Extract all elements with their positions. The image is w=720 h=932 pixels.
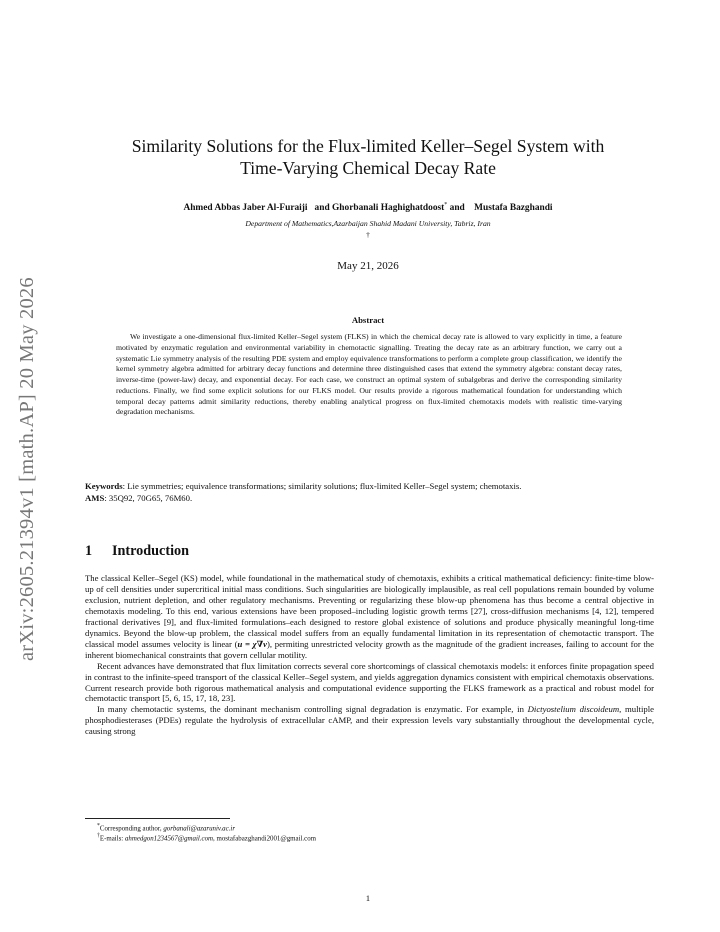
paragraph-text: The classical Keller–Segel (KS) model, while foundational in the mathematical study of chemotaxis, exhibits a critical mathematical deficiency: finite-time blow-up of cell densities under supercritical initial mass conditions. Such singularities are biologically implausible, as real cell populations remain bounded by volume exclusion, nutrient depletion, and other regulatory mechanisms. Preventing or regularizing these blow-up phenomena has thus become a central objective in chemotaxis modeling. To this end, various extensions have been proposed–including logistic growth terms [27], cross-diffusion mechanisms [4, 12], tempered fractional derivatives [9], and flux-limited formulations–each designed to restore global existence of solutions and produce physically meaningful long-time dynamics. Beyond the blow-up problem, the classical model suffers from an equally fundamental limitation in its representation of chemotactic transport. The classical model assumes velocity is linear ( (85, 573, 654, 649)
section-title: Introduction (112, 543, 189, 559)
keywords-text: : Lie symmetries; equivalence transformations; similarity solutions; flux-limited Keller–Segel system; chemotaxis. (122, 481, 522, 491)
paragraph-text: , multiple phosphodiesterases (PDEs) regulate the hydrolysis of extracellular cAMP, and their expression levels vary substantially throughout the developmental cycle, causing strong (85, 704, 654, 737)
paragraph (85, 704, 654, 737)
affiliation-dagger: † (366, 230, 370, 239)
species-name: Dictyostelium discoideum (527, 704, 620, 715)
page-number: 1 (365, 893, 371, 903)
footnote-mark: † (97, 833, 100, 839)
footnote-rule (85, 818, 230, 819)
keywords-line (85, 481, 654, 493)
footnote-text: Corresponding author, (99, 825, 164, 833)
abstract-heading: Abstract (351, 315, 385, 325)
section-number: 1 (85, 543, 93, 559)
author-conjunction: and (314, 203, 330, 214)
section-heading (85, 543, 189, 560)
paragraph: Recent advances have demonstrated that flux limitation corrects several core shortcomings of classical chemotaxis models: it enforces finite propagation speed in contrast to the infinite-speed transport of the classical Keller–Segel system, and yields aggregation dynamics consistent with empirical chemotaxis observations. Current research provide both rigorous mathematical analysis and computational evidence supporting the FLKS framework as a practical and robust model for chemotactic transport [5, 6, 15, 17, 18, 23]. (85, 660, 654, 704)
abstract-text: We investigate a one-dimensional flux-limited Keller–Segel system (FLKS) in which the chemical decay rate is allowed to vary explicitly in time, a feature motivated by enzymatic regulation and environmental variability in chemotactic signalling. Treating the decay rate as an arbitrary function, we carry out a systematic Lie symmetry analysis of the resulting PDE system and employ equivalence transformations to perform a complete group classification, we identify the kernel symmetry algebra admitted for arbitrary decay functions and determine three distinguished cases that extend the symmetry algebra: constant decay rates, inverse-time (power-law) decay, and exponential decay. For each case, we construct an optimal system of subalgebras and derive the corresponding similarity reductions. Finally, we find some explicit solutions for our FLKS model. Our results provide a rigorous mathematical foundation for understanding which temporal decay patterns admit similarity reductions, thereby enabling analytical progress on flux-limited chemotaxis models with realistic time-varying degradation mechanisms. (116, 332, 622, 417)
author-1: Ahmed Abbas Jaber Al-Furaiji (183, 203, 308, 214)
ams-label: AMS (85, 492, 105, 503)
email-link[interactable]: gorbanali@azaruniv.ac.ir (163, 825, 235, 833)
publication-date: May 21, 2026 (337, 260, 399, 272)
footnote-emails (97, 832, 316, 843)
email-link[interactable]: ahmedgon1234567@gmail.com (124, 835, 214, 843)
author-conjunction: and (449, 203, 465, 214)
author-2: Ghorbanali Haghighatdoost (332, 203, 445, 214)
author-list (80, 202, 656, 213)
velocity-formula: u = χ∇v (237, 638, 268, 649)
keywords-block (85, 481, 654, 504)
ams-text: : 35Q92, 70G65, 76M60. (104, 492, 193, 503)
author-3: Mustafa Bazghandi (474, 203, 553, 214)
paragraph-text: ), permiting unrestricted velocity growth as the magnitude of the gradient increases, failing to account for the inherent biomechanical constraints that govern cellular motility. (85, 638, 654, 660)
paper-title (80, 135, 656, 179)
ams-line (85, 493, 654, 505)
title-line-2: Time-Varying Chemical Decay Rate (240, 158, 496, 178)
footnote-mark: * (97, 823, 100, 829)
affiliation: Department of Mathematics,Azarbaijan Shahid Madani University, Tabriz, Iran (245, 219, 491, 228)
corresponding-mark: * (444, 202, 448, 208)
email-link[interactable]: , mostafabazghandi2001@gmail.com (213, 835, 316, 843)
title-line-1: Similarity Solutions for the Flux-limited Keller–Segel System with (131, 136, 605, 156)
arxiv-identifier: arXiv:2605.21394v1 [math.AP] 20 May 2026 (16, 277, 38, 661)
paragraph-text: In many chemotactic systems, the dominant mechanism controlling signal degradation is enzymatic. For example, in (97, 704, 528, 715)
section-body (85, 573, 654, 737)
footnote-text: E-mails: (99, 835, 125, 843)
paragraph (85, 573, 654, 661)
keywords-label: Keywords (85, 481, 123, 491)
